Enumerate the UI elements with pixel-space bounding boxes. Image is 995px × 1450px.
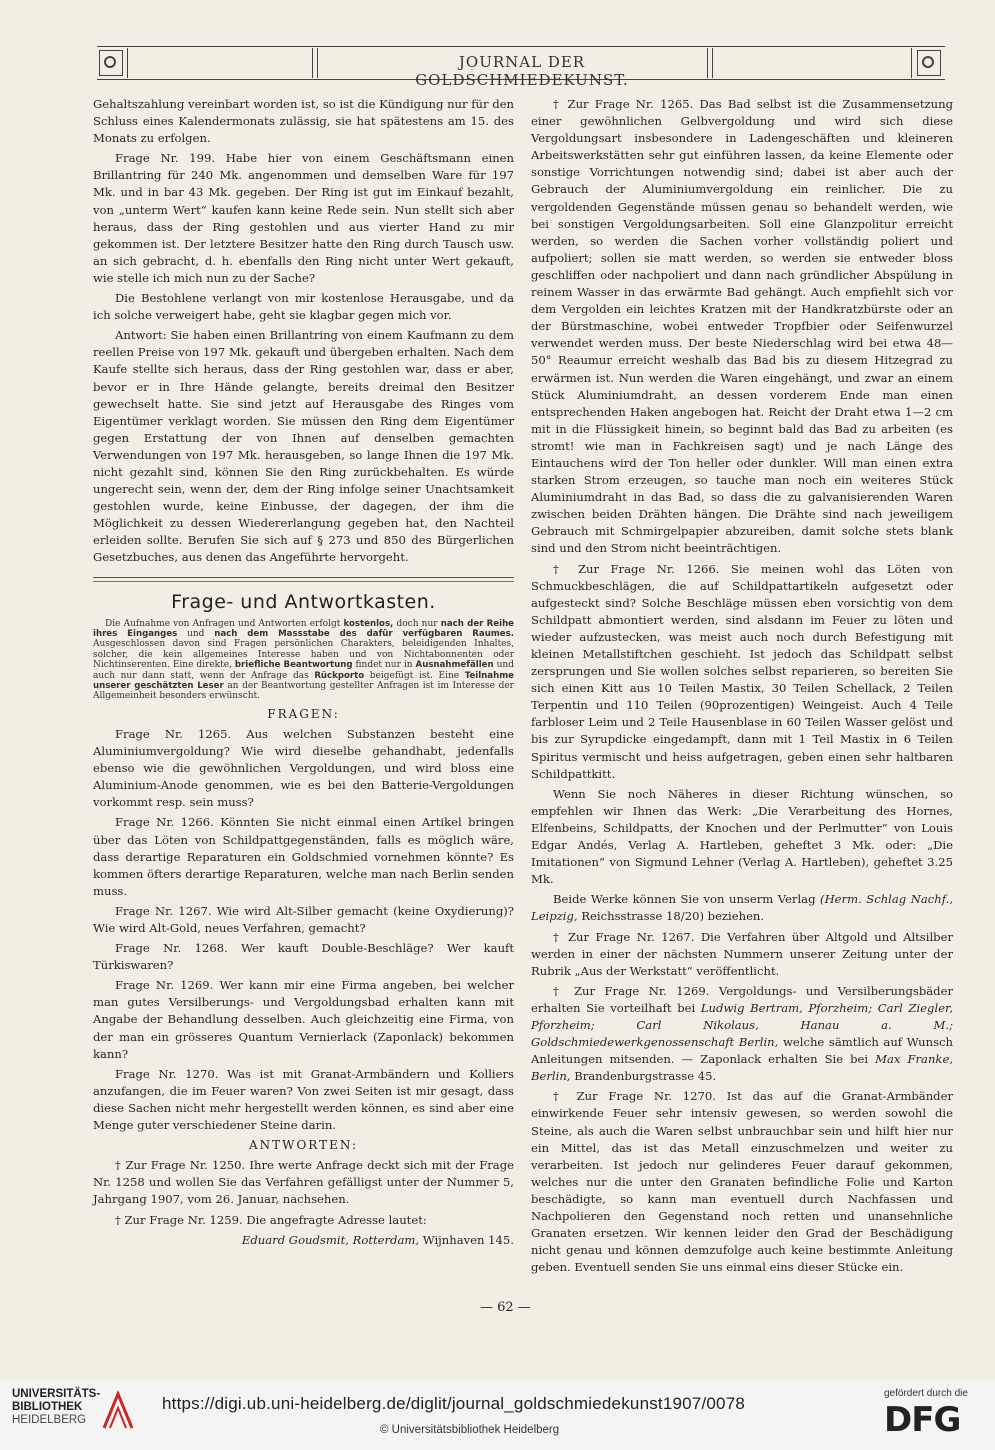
antworten-heading: ANTWORTEN: [248, 1138, 359, 1153]
paragraph: Wenn Sie noch Näheres in dieser Richtung wünschen, so empfehlen wir Ihnen das Werk: „Die Verarbeitung des Hornes, Elfenbeins, Schildpatts, der Knochen und der Perlmutter“ von Louis Edgar Andés, Verlag A. Hartleben, geheftet 3 Mk. oder: „Die Imitationen“ von Sigmund Lehner (Verlag A. Hartleben), geheftet 3.25 Mk. [531, 786, 953, 887]
dfg-logo: DFG [884, 1400, 961, 1440]
answer-1270: † Zur Frage Nr. 1270. Ist das auf die Granat-Armbänder einwirkende Feuer sehr intensiv gewesen, so werden sowohl die Steine, als auch die Waren selbst unbrauchbar sein und hilft hier nur ein Mittel, das ist das Metall einzuschmelzen und weiter zu verarbeiten. Ist jedoch nur gelinderes Feuer darauf gekommen, welches nur die unter den Granaten befindliche Folie und Karton beschädigte, so kann man eventuell durch Nachfassen und Nachpolieren den Gegenstand noch retten und unansehnliche Granaten ersetzen. Wir kennen leider den Grad der Beschädigung nicht genau und können demzufolge auch keine bestimmte Anleitung geben. Eventuell senden Sie uns einmal eins dieser Stücke ein. [531, 1089, 953, 1275]
ornament-right-icon [917, 50, 941, 76]
answer-1259: † Zur Frage Nr. 1259. Die angefragte Adresse lautet: [115, 1212, 427, 1227]
paragraph: Beide Werke können Sie von unserm Verlag (Herm. Schlag Nachf., Leipzig, Reichsstrasse 18/20) beziehen. [531, 892, 953, 924]
paragraph: Die Bestohlene verlangt von mir kostenlose Herausgabe, und da ich solche verweigert habe, geht sie klagbar gegen mich vor. [93, 291, 514, 323]
source-link[interactable]: https://digi.ub.uni-heidelberg.de/diglit/journal_goldschmiedekunst1907/0078 [162, 1394, 746, 1413]
answer-199: Antwort: Sie haben einen Brillantring von einem Kaufmann zu dem reellen Preise von 197 Mk. gekauft und übergeben erhalten. Nach dem Kaufe stellte sich heraus, dass der Ring gestohlen war, dass er aber, bevor er in Ihre Hände gelangte, bereits dreimal den Besitzer gewechselt hatte. Sie sind jetzt auf Herausgabe des Ringes vom Eigentümer verklagt worden. Sie müssen den Ring dem Eigentümer gegen Erstattung der von Ihnen auf denselben gemachten Verwendungen von 197 Mk. herausgeben, so lange Ihnen die 197 Mk. nicht gezahlt sind, können Sie den Ring zurückbehalten. Es würde ungerecht sein, wenn der, dem der Ring infolge seiner Unachtsamkeit gestohlen wurde, keine Einbusse, der dagegen, der ihm die Möglichkeit zu dessen Wiedererlangung gegeben hat, den Nachteil erleiden sollte. Berufen Sie sich auf § 273 und 850 des Bürgerlichen Gesetzbuches, aus denen das Angeführte hervorgeht. [93, 328, 514, 565]
footer-bar [0, 1380, 995, 1450]
left-column [93, 96, 514, 1252]
divider [93, 581, 514, 582]
question-1269: Frage Nr. 1269. Wer kann mir eine Firma angeben, bei welcher man gutes Versilberungs- und Vergoldungsbad erhalten kann mit Angabe der Behandlung desselben. Auch gleichzeitig eine Firma, von der man ein grösseres Quantum Vernierlack (Zaponlack) bekommen kann? [93, 978, 514, 1061]
ornament-left-icon [99, 50, 123, 76]
journal-header [97, 46, 945, 89]
funding-note: gefördert durch die [884, 1388, 968, 1399]
library-logo: UNIVERSITÄTS- BIBLIOTHEK HEIDELBERG [12, 1388, 101, 1426]
journal-title: JOURNAL DER GOLDSCHMIEDEKUNST. [415, 53, 629, 89]
question-199: Frage Nr. 199. Habe hier von einem Geschäftsmann einen Brillantring für 240 Mk. angenommen und demselben Ware für 197 Mk. und in bar 43 Mk. gegeben. Der Ring ist gut im Einkauf bezahlt, von „unterm Wert“ kaufen kann keine Rede sein. Nun stellt sich aber heraus, dass der Ring gestohlen und aus vierter Hand zu mir gekommen ist. Der letztere Besitzer hatte den Ring durch Tausch usw. an sich gebracht, d. h. ebenfalls den Ring nicht unter Wert gekauft, wie stelle ich mich nun zu der Sache? [93, 151, 514, 285]
answer-1267: † Zur Frage Nr. 1267. Die Verfahren über Altgold und Altsilber werden in einer der nächsten Nummern unserer Zeitung unter der Rubrik „Aus der Werkstatt“ veröffentlicht. [531, 929, 953, 978]
question-1268: Frage Nr. 1268. Wer kauft Double-Beschläge? Wer kauft Türkiswaren? [93, 941, 514, 973]
answer-1250: † Zur Frage Nr. 1250. Ihre werte Anfrage deckt sich mit der Frage Nr. 1258 und wollen Sie das Verfahren gefälligst unter der Nummer 5, Jahrgang 1907, vom 26. Januar, nachsehen. [93, 1158, 514, 1207]
answer-1269: † Zur Frage Nr. 1269. Vergoldungs- und Versilberungsbäder erhalten Sie vorteilhaft bei Ludwig Bertram, Pforzheim; Carl Ziegler, Pforzheim; Carl Nikolaus, Hanau a. M.; Goldschmiedewerkgenossenschaft Berlin, welche sämtlich auf Wunsch Anleitungen mitsenden. — Zaponlack erhalten Sie bei Max Franke, Berlin, Brandenburgstrasse 45. [531, 983, 954, 1084]
question-1270: Frage Nr. 1270. Was ist mit Granat-Armbändern und Kolliers anzufangen, die im Feuer waren? Von zwei Seiten ist mir gesagt, dass diese Sachen nicht mehr hergestellt werden können, es sind aber eine Menge guter verschiedener Steine darin. [93, 1066, 514, 1133]
library-mark-icon [100, 1388, 136, 1432]
page-number: — 62 — [480, 1300, 531, 1315]
fragen-heading: FRAGEN: [267, 706, 340, 721]
question-1267: Frage Nr. 1267. Wie wird Alt-Silber gemacht (keine Oxydierung)? Wie wird Alt-Gold, neues Verfahren, gemacht? [93, 903, 514, 935]
copyright: © Universitätsbibliothek Heidelberg [380, 1424, 560, 1436]
section-title: Frage- und Antwortkasten. [171, 590, 436, 613]
address-line: Eduard Goudsmit, Rotterdam, Wijnhaven 145. [241, 1232, 514, 1247]
answer-1266: † Zur Frage Nr. 1266. Sie meinen wohl das Löten von Schmuckbeschlägen, die auf Schildpattartikeln aufgesetzt oder aufgesteckt sind? Solche Beschläge müssen eben vorsichtig von dem Schildpatt abmontiert werden, sind alsdann im Feuer zu löten und wieder aufzustecken, was meist auch noch durch Befestigung mit kleinen Metallstiftchen geschieht. Ist jedoch das Schildpatt selbst zersprungen und Sie wollen solches selbst reparieren, so bereiten Sie sich einen Kitt aus 10 Teilen Mastix, 30 Teilen Schellack, 2 Teilen Terpentin und 110 Teilen (90prozentigen) Weingeist. Auch 4 Teile farbloser Leim und 2 Teile Hausenblase in 60 Teilen Wasser gelöst und bis zur Syrupdicke eingedampft, dann mit 1 Teil Mastix in 6 Teilen Spiritus vermischt und heiss aufgetragen, geben einen sehr haltbaren Schildpattkitt. [531, 561, 953, 781]
right-column [531, 96, 953, 1279]
paragraph: Gehaltszahlung vereinbart worden ist, so ist die Kündigung nur für den Schluss eines Kalendermonats zulässig, sie hat spätestens am 15. des Monats zu erfolgen. [93, 97, 514, 146]
question-1266: Frage Nr. 1266. Könnten Sie nicht einmal einen Artikel bringen über das Löten von Schildpattgegenständen, falls es möglich wäre, dass derartige Reparaturen ein Goldschmied vornehmen könnte? Es kommen öfters derartige Reparaturen, welche man nach Berlin senden muss. [93, 815, 514, 898]
divider [93, 577, 514, 578]
answer-1265: † Zur Frage Nr. 1265. Das Bad selbst ist die Zusammensetzung einer gewöhnlichen Gelbvergoldung und wird sich diese Vergoldungsart insbesondere in Ladengeschäften und kleineren Arbeitswerkstätten sehr gut einführen lassen, da keine Elemente oder sonstige Vorrichtungen notwendig sind; dabei ist aber auch der Gebrauch der Aluminiumvergoldung ein reinlicher. Die zu vergoldenden Gegenstände müssen genau so behandelt werden, wie bei sonstigen Vergoldungsarbeiten. Soll eine Glanzpolitur erreicht werden, so werden die Sachen vorher vollständig poliert und aufpoliert; sollen sie matt werden, so werden sie entweder bloss geschliffen oder nachpoliert und dann nach gründlicher Abspülung in reinem Wasser in das erwärmte Bad gehängt. Auch empfiehlt sich vor dem Vergolden ein leichtes Kratzen mit der Handkratzbürste oder an der Bürstmaschine, wobei entweder Tropfbier oder Seifenwurzel verwendet werden muss. Der beste Niederschlag wird bei etwa 48—50° Reaumur erreicht weshalb das Bad bis zu diesem Hitzegrad zu erwärmen ist. Nun werden die Waren eingehängt, und zwar an einem Stück Aluminiumdraht, an dessen vorderem Ende man einen entsprechenden Haken angebogen hat. Reicht der Draht etwa 1—2 cm mit in die Flüssigkeit hinein, so beginnt bald das Bad zu arbeiten (es stromt! wie man in Fachkreisen sagt) und je nach Länge des Eintauchens wird der Ton heller oder dunkler. Will man einen extra starken Strom erzeugen, so tauche man noch ein weiteres Stück Aluminiumdraht in das Bad, so dass die zu galvanisierenden Waren zwischen beiden Drähten hängen. Die Drähte sind nach jeweiligem Gebrauch mit Schmirgelpapier abzureiben, damit solche stets blank sind und den Strom nicht beeinträchtigen. [531, 97, 953, 556]
question-1265: Frage Nr. 1265. Aus welchen Substanzen besteht eine Aluminiumvergoldung? Wie wird dieselbe gehandhabt, jedenfalls ebenso wie die gewöhnlichen Vergoldungen, und wird bloss eine Aluminium-Anode genommen, wie es bei den Batterie-Vergoldungen vorkommt resp. sein muss? [93, 726, 514, 810]
intro-notice: Die Aufnahme von Anfragen und Antworten erfolgt kostenlos, doch nur nach der Reihe ihres Einganges und nach dem Massstabe des dafür verfügbaren Raumes. Ausgeschlossen davon sind Fragen persönlichen Charakters, beleidigenden Inhaltes, solcher, die kein allgemeines Interesse haben und von Nichtabonnenten oder Nichtinserenten. Eine direkte, briefliche Beantwortung findet nur in Ausnahmefällen und auch nur dann statt, wenn der Anfrage das Rückporto beigefügt ist. Eine Teilnahme unserer geschätzten Leser an der Beantwortung gestellter Anfragen ist im Interesse der Allgemeinheit besonders erwünscht. [93, 618, 515, 702]
